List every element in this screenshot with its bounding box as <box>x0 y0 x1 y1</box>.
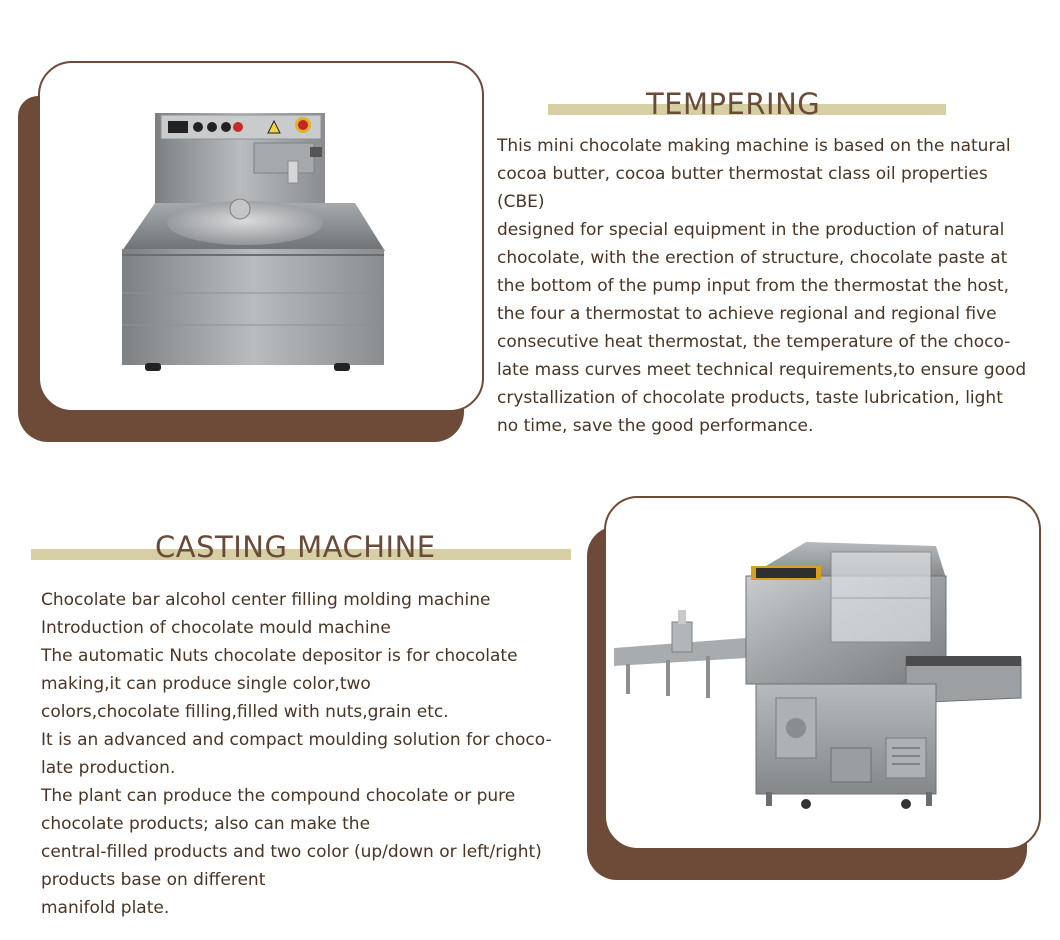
casting-heading: CASTING MACHINE <box>155 530 436 564</box>
casting-line: The automatic Nuts chocolate depositor is for chocolate <box>41 646 518 666</box>
tempering-line: late mass curves meet technical requirements,to ensure good <box>497 360 1027 380</box>
tempering-line: the four a thermostat to achieve regional and regional five <box>497 304 997 324</box>
tempering-heading: TEMPERING <box>646 87 821 121</box>
tempering-line: consecutive heat thermostat, the temperature of the choco- <box>497 332 1011 352</box>
casting-line: colors,chocolate filling,filled with nuts,grain etc. <box>41 702 449 722</box>
casting-line: It is an advanced and compact moulding solution for choco- <box>41 730 552 750</box>
casting-line: products base on different <box>41 870 266 890</box>
casting-line: Chocolate bar alcohol center filling molding machine <box>41 590 491 610</box>
casting-photo-card <box>604 496 1041 850</box>
tempering-line: crystallization of chocolate products, taste lubrication, light <box>497 388 1003 408</box>
casting-description <box>41 586 552 922</box>
casting-line: central-filled products and two color (up/down or left/right) <box>41 842 542 862</box>
tempering-line: no time, save the good performance. <box>497 416 814 436</box>
casting-line: chocolate products; also can make the <box>41 814 371 834</box>
tempering-line: chocolate, with the erection of structure, chocolate paste at <box>497 248 1008 268</box>
chocolate-enrobing-line-photo <box>606 498 1041 850</box>
casting-line: Introduction of chocolate mould machine <box>41 618 391 638</box>
casting-line: manifold plate. <box>41 898 170 918</box>
tempering-line: (CBE) <box>497 192 545 212</box>
tempering-line: This mini chocolate making machine is based on the natural <box>497 136 1011 156</box>
casting-line: making,it can produce single color,two <box>41 674 371 694</box>
tempering-line: designed for special equipment in the production of natural <box>497 220 1005 240</box>
tempering-photo-card <box>38 61 484 412</box>
tempering-line: cocoa butter, cocoa butter thermostat class oil properties <box>497 164 988 184</box>
casting-line: late production. <box>41 758 176 778</box>
tempering-description <box>497 132 1026 440</box>
tempering-line: the bottom of the pump input from the thermostat the host, <box>497 276 1009 296</box>
casting-line: The plant can produce the compound chocolate or pure <box>41 786 516 806</box>
chocolate-tempering-machine-photo <box>40 63 484 412</box>
